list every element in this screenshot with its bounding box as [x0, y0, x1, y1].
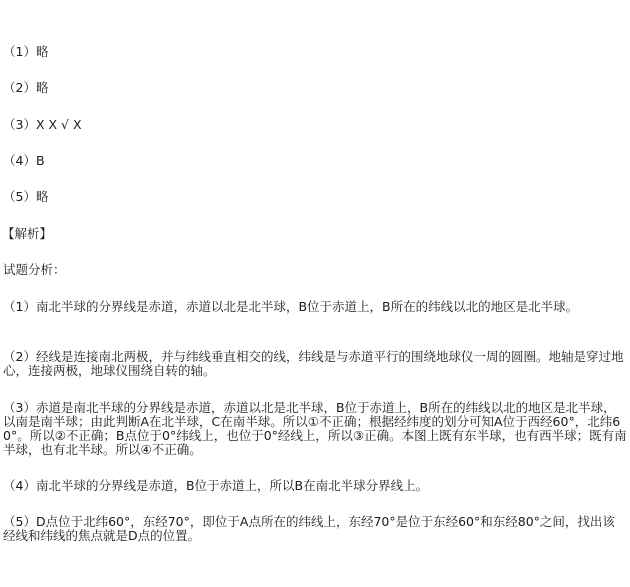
answer-5: （5）略 — [3, 189, 49, 204]
explanation-5: （5）D点位于北纬60°，东经70°，即位于A点所在的纬线上，东经70°是位于东经60°和东经80°之间，找出该经线和纬线的焦点就是D点的位置。 — [3, 514, 615, 543]
explanation-4: （4）南北半球的分界线是赤道，B位于赤道上，所以B在南北半球分界线上。 — [3, 478, 429, 493]
answer-1: （1）略 — [3, 44, 49, 59]
analysis-heading: 【解析】 — [2, 226, 53, 241]
answer-3: （3）X X √ X — [3, 117, 82, 132]
explanation-2: （2）经线是连接南北两极，并与纬线垂直相交的线，纬线是与赤道平行的围绕地球仪一周的圆圈。地轴是穿过地心，连接两极，地球仪围绕自转的轴。 — [3, 349, 624, 378]
answer-4: （4）B — [3, 153, 45, 168]
explanation-1: （1）南北半球的分界线是赤道，赤道以北是北半球，B位于赤道上，B所在的纬线以北的地区是北半球。 — [3, 299, 579, 314]
answer-2: （2）略 — [3, 80, 49, 95]
analysis-intro: 试题分析： — [3, 262, 66, 277]
explanation-3: （3）赤道是南北半球的分界线是赤道，赤道以北是北半球，B位于赤道上，B所在的纬线以北的地区是北半球，以南是南半球；由此判断A在北半球，C在南半球。所以①不正确；根据经纬度的划分可知A位于西经60°，北纬60°。所以②不正确；B点位于0°纬线上，也位于0°经线上，所以③正确。本图上既有东半球，也有西半球；既有南半球，也有北半球。所以④不正确。 — [3, 400, 627, 457]
